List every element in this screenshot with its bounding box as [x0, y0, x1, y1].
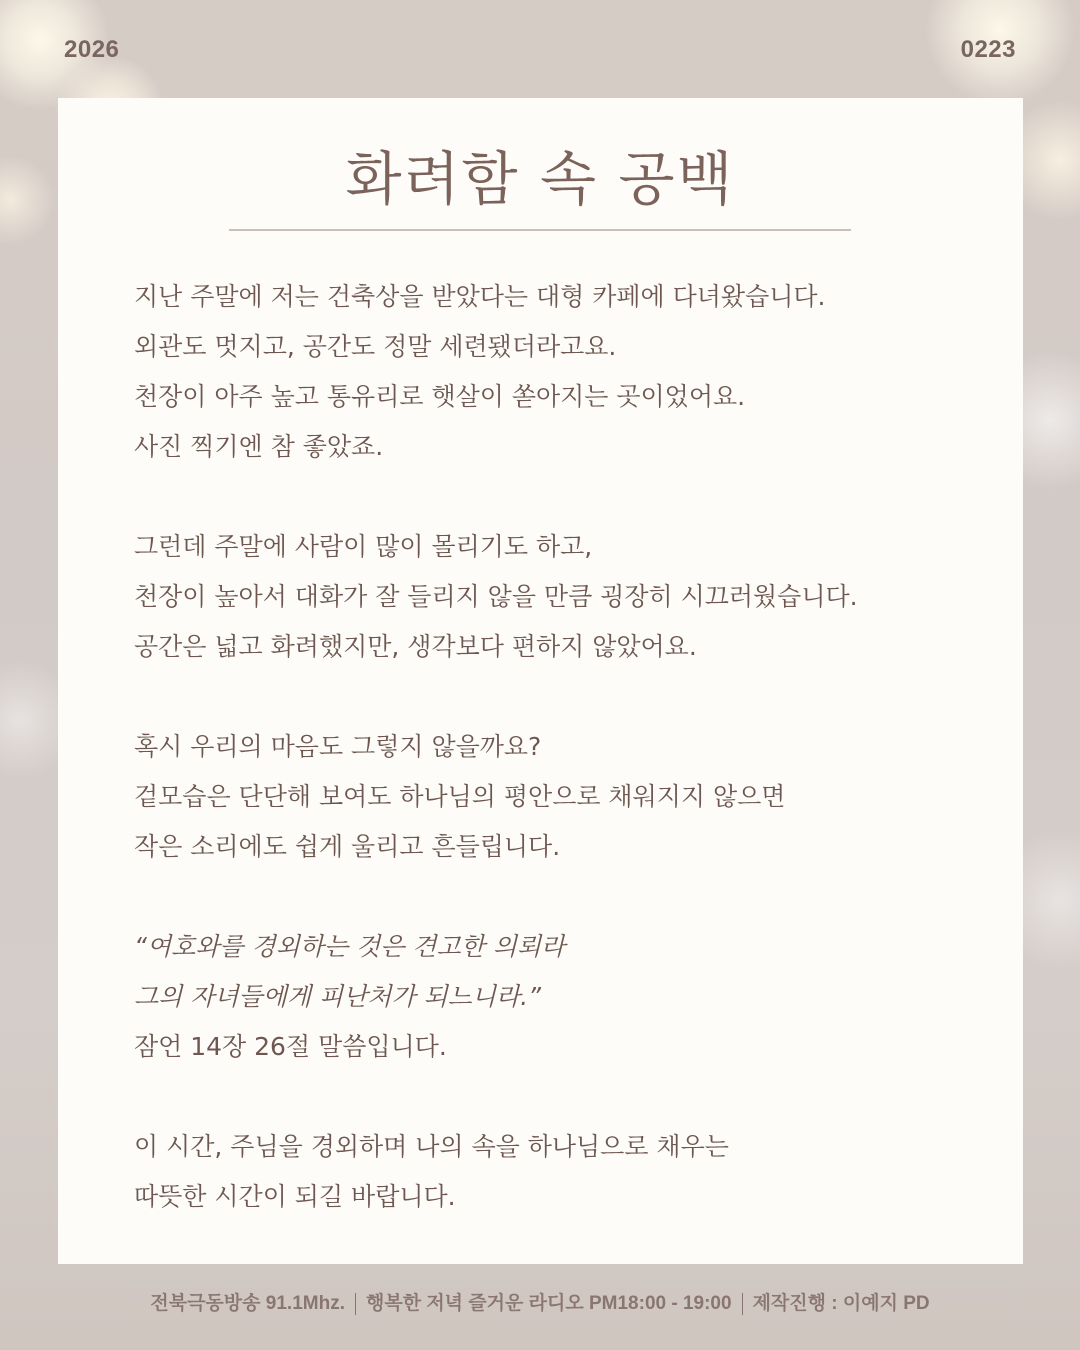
date-label: 0223 [960, 36, 1016, 63]
paragraph-gap [134, 672, 954, 722]
body-line: 이 시간, 주님을 경외하며 나의 속을 하나님으로 채우는 [134, 1132, 729, 1161]
body-line: 공간은 넓고 화려했지만, 생각보다 편하지 않았어요. [134, 632, 697, 661]
footer-producer: 제작진행 : 이예지 PD [752, 1293, 930, 1314]
body-line: 지난 주말에 저는 건축상을 받았다는 대형 카페에 다녀왔습니다. [134, 282, 826, 311]
body-line: 그런데 주말에 사람이 많이 몰리기도 하고, [134, 532, 593, 561]
footer-program: 행복한 저녁 즐거운 라디오 PM18:00 - 19:00 [365, 1293, 732, 1314]
scripture-quote-line: “여호와를 경외하는 것은 견고한 의뢰라 [134, 932, 566, 961]
page-title: 화려함 속 공백 [345, 145, 735, 213]
paragraph-gap [134, 872, 954, 922]
title-divider [229, 229, 851, 231]
body-line: 사진 찍기엔 참 좋았죠. [134, 432, 384, 461]
body-line: 따뜻한 시간이 되길 바랍니다. [134, 1182, 456, 1211]
body-text [134, 272, 954, 1222]
footer-separator [742, 1293, 743, 1315]
body-line: 작은 소리에도 쉽게 울리고 흔들립니다. [134, 832, 561, 861]
year-label: 2026 [64, 36, 120, 63]
footer-separator [355, 1293, 356, 1315]
body-line: 천장이 아주 높고 통유리로 햇살이 쏟아지는 곳이었어요. [134, 382, 746, 411]
footer [0, 1288, 1080, 1315]
body-line: 겉모습은 단단해 보여도 하나님의 평안으로 채워지지 않으면 [134, 782, 786, 811]
body-line: 혹시 우리의 마음도 그렇지 않을까요? [134, 732, 542, 761]
scripture-reference: 잠언 14장 26절 말씀입니다. [134, 1032, 447, 1061]
footer-station: 전북극동방송 91.1Mhz. [150, 1293, 345, 1314]
paragraph-gap [134, 1072, 954, 1122]
paragraph-gap [134, 472, 954, 522]
body-line: 천장이 높아서 대화가 잘 들리지 않을 만큼 굉장히 시끄러웠습니다. [134, 582, 858, 611]
scripture-quote-line: 그의 자녀들에게 피난처가 되느니라.” [134, 982, 541, 1011]
body-line: 외관도 멋지고, 공간도 정말 세련됐더라고요. [134, 332, 617, 361]
